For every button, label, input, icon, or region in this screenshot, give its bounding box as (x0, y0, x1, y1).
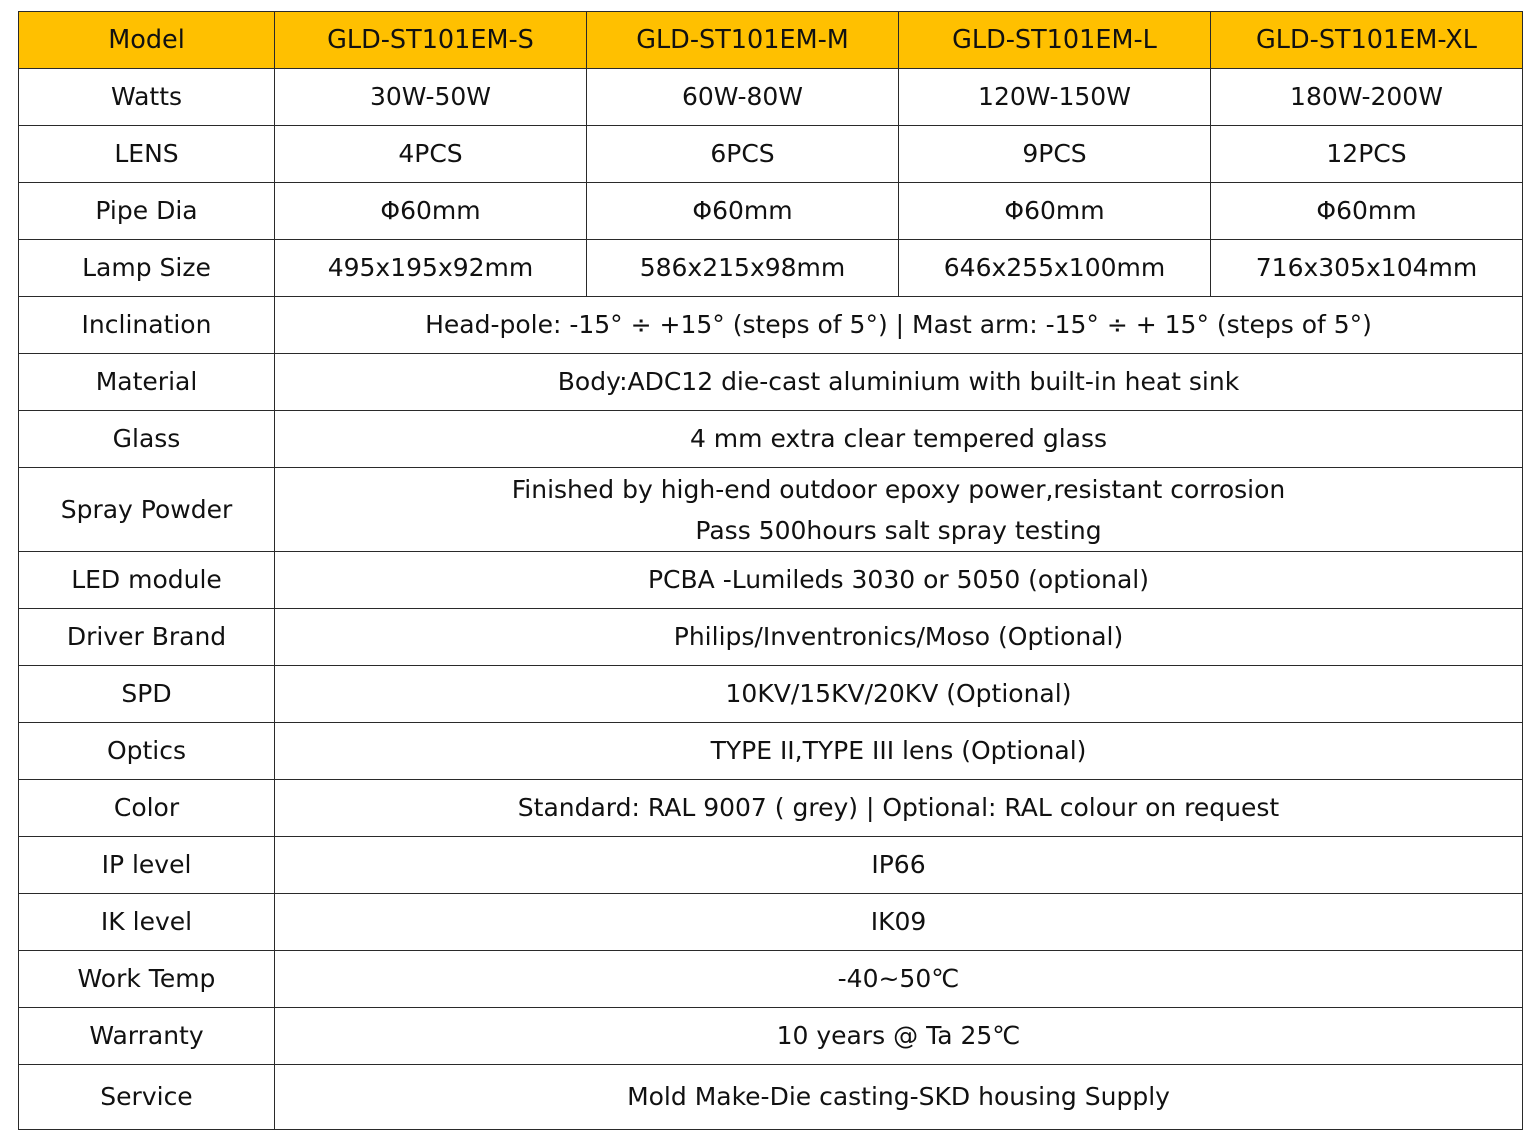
row-label: LED module (19, 552, 275, 609)
row-value: Standard: RAL 9007 ( grey) | Optional: RAL colour on request (275, 780, 1523, 837)
row-value: IK09 (275, 894, 1523, 951)
spec-table (18, 11, 1523, 1130)
row-label: Color (19, 780, 275, 837)
row-value: -40~50℃ (275, 951, 1523, 1008)
row-label: Optics (19, 723, 275, 780)
row-value: 30W-50W (275, 69, 587, 126)
row-value: TYPE II,TYPE III lens (Optional) (275, 723, 1523, 780)
row-label: Service (19, 1065, 275, 1130)
row-value: Head-pole: -15° ÷ +15° (steps of 5°) | Mast arm: -15° ÷ + 15° (steps of 5°) (275, 297, 1523, 354)
row-value: Body:ADC12 die-cast aluminium with built-in heat sink (275, 354, 1523, 411)
table-row (19, 411, 1523, 468)
table-row (19, 126, 1523, 183)
table-row (19, 951, 1523, 1008)
row-value: PCBA -Lumileds 3030 or 5050 (optional) (275, 552, 1523, 609)
table-row (19, 609, 1523, 666)
row-label: Spray Powder (19, 468, 275, 552)
table-row (19, 1008, 1523, 1065)
row-value: 10KV/15KV/20KV (Optional) (275, 666, 1523, 723)
row-value-line: Pass 500hours salt spray testing (695, 515, 1102, 545)
row-value (275, 468, 1523, 552)
row-value: 180W-200W (1211, 69, 1523, 126)
row-label: Material (19, 354, 275, 411)
row-label: IK level (19, 894, 275, 951)
table-row (19, 468, 1523, 552)
row-label: LENS (19, 126, 275, 183)
row-value: Philips/Inventronics/Moso (Optional) (275, 609, 1523, 666)
row-value: 12PCS (1211, 126, 1523, 183)
row-value: 6PCS (587, 126, 899, 183)
row-value: Φ60mm (275, 183, 587, 240)
table-row (19, 723, 1523, 780)
header-model-cell: GLD-ST101EM-S (275, 12, 587, 69)
row-label: Lamp Size (19, 240, 275, 297)
row-value: 10 years @ Ta 25℃ (275, 1008, 1523, 1065)
header-label-cell: Model (19, 12, 275, 69)
row-value: IP66 (275, 837, 1523, 894)
table-row (19, 666, 1523, 723)
row-label: Warranty (19, 1008, 275, 1065)
row-label: IP level (19, 837, 275, 894)
row-value: 716x305x104mm (1211, 240, 1523, 297)
row-label: Work Temp (19, 951, 275, 1008)
table-row (19, 354, 1523, 411)
table-row (19, 1065, 1523, 1130)
table-row (19, 894, 1523, 951)
row-label: SPD (19, 666, 275, 723)
row-value: Mold Make-Die casting-SKD housing Supply (275, 1065, 1523, 1130)
table-row (19, 240, 1523, 297)
row-value-line: Finished by high-end outdoor epoxy power,resistant corrosion (511, 474, 1286, 504)
header-model-cell: GLD-ST101EM-L (899, 12, 1211, 69)
row-value: 646x255x100mm (899, 240, 1211, 297)
row-value: 9PCS (899, 126, 1211, 183)
table-row (19, 183, 1523, 240)
row-label: Inclination (19, 297, 275, 354)
row-label: Driver Brand (19, 609, 275, 666)
row-label: Glass (19, 411, 275, 468)
table-row (19, 837, 1523, 894)
header-model-cell: GLD-ST101EM-M (587, 12, 899, 69)
row-value: 120W-150W (899, 69, 1211, 126)
row-value: 4PCS (275, 126, 587, 183)
table-row (19, 297, 1523, 354)
row-value: 60W-80W (587, 69, 899, 126)
row-label: Watts (19, 69, 275, 126)
table-row (19, 69, 1523, 126)
row-value: Φ60mm (899, 183, 1211, 240)
row-value: Φ60mm (587, 183, 899, 240)
row-value: 495x195x92mm (275, 240, 587, 297)
row-value: 586x215x98mm (587, 240, 899, 297)
row-value: 4 mm extra clear tempered glass (275, 411, 1523, 468)
table-row (19, 552, 1523, 609)
row-value: Φ60mm (1211, 183, 1523, 240)
table-row (19, 780, 1523, 837)
row-label: Pipe Dia (19, 183, 275, 240)
header-row (19, 12, 1523, 69)
header-model-cell: GLD-ST101EM-XL (1211, 12, 1523, 69)
